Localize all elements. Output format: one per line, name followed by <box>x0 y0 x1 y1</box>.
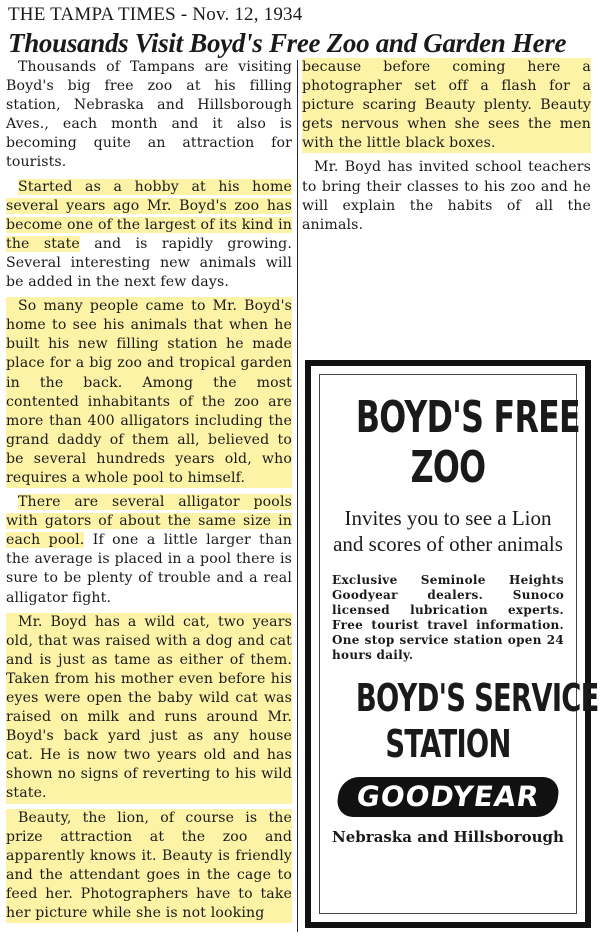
paragraph-5: Mr. Boyd has a wild cat, two years old, that was raised with a dog and cat and is just as tame as either of them. Taken from his mother even before his eyes were open the baby wild cat was raised on milk and runs around Mr. Boyd's back yard just as any house cat. He is now two years old and has shown no signs of reverting to his wild state. <box>6 613 292 804</box>
ad-station-line1: BOYD'S SERVICE <box>355 676 599 720</box>
masthead: THE TAMPA TIMES - Nov. 12, 1934 <box>8 4 303 25</box>
ad-details: Exclusive Seminole Heights Goodyear dealers. Sunoco licensed lubrication experts. Free tourist travel information. One stop service station open 24 hours daily. <box>332 573 564 662</box>
paragraph-1: Thousands of Tampans are visiting Boyd's big free zoo at his filling station, Nebraska and Hillsborough Aves., each month and it also is becoming quite an attraction for tourists. <box>6 59 292 171</box>
paragraph-3: So many people came to Mr. Boyd's home to see his animals that when he built his new filling station he made place for a big zoo and tropical garden in the back. Among the most contented inhabitants of the zoo are more than 400 alligators including the grand daddy of them all, believed to be several hundreds years old, who requires a whole pool to himself. <box>6 297 292 488</box>
ad-title-line1: BOYD'S FREE <box>355 392 580 443</box>
ad-title-line2: ZOO <box>410 442 486 493</box>
ad-invite: Invites you to see a Lion and scores of other animals <box>333 506 563 556</box>
goodyear-logo: GOODYEAR <box>335 777 561 817</box>
paragraph-6-continued: because before coming here a photographer set off a flash for a picture scaring Beauty plenty. Beauty gets nervous when she sees the men with the little black boxes. <box>302 58 591 153</box>
paragraph-4-rest: If one a little larger than the average is placed in a pool there is sure to be plenty of trouble and a real alligator fight. <box>6 532 292 606</box>
paragraph-2 <box>6 178 292 293</box>
article-column-right <box>302 58 591 240</box>
paragraph-7: Mr. Boyd has invited school teachers to bring their classes to his zoo and he will explain the habits of all the animals. <box>302 159 591 233</box>
ad-location: Nebraska and Hillsborough <box>332 828 564 846</box>
paragraph-4 <box>6 493 292 608</box>
highlight-2: Started as a hobby at his home several years ago Mr. Boyd's zoo has become one of the largest of its kind in the state <box>6 178 292 252</box>
paragraph-2-rest: and is rapidly growing. Several interesting new animals will be added in the next few days. <box>6 235 292 291</box>
advertisement-inner-border <box>319 374 599 914</box>
paragraph-6: Beauty, the lion, of course is the prize attraction at the zoo and apparently knows it. Beauty is friendly and the attendant goes in the cage to feed her. Photographers have to take her picture while she is not looking <box>6 809 292 924</box>
column-rule <box>297 60 298 932</box>
article-column-left <box>6 58 292 928</box>
headline: Thousands Visit Boyd's Free Zoo and Garden Here <box>8 28 567 58</box>
highlight-4: There are several alligator pools with gators of about the same size in each pool. <box>6 494 292 549</box>
ad-station-line2: STATION <box>385 722 511 766</box>
advertisement <box>305 360 599 928</box>
